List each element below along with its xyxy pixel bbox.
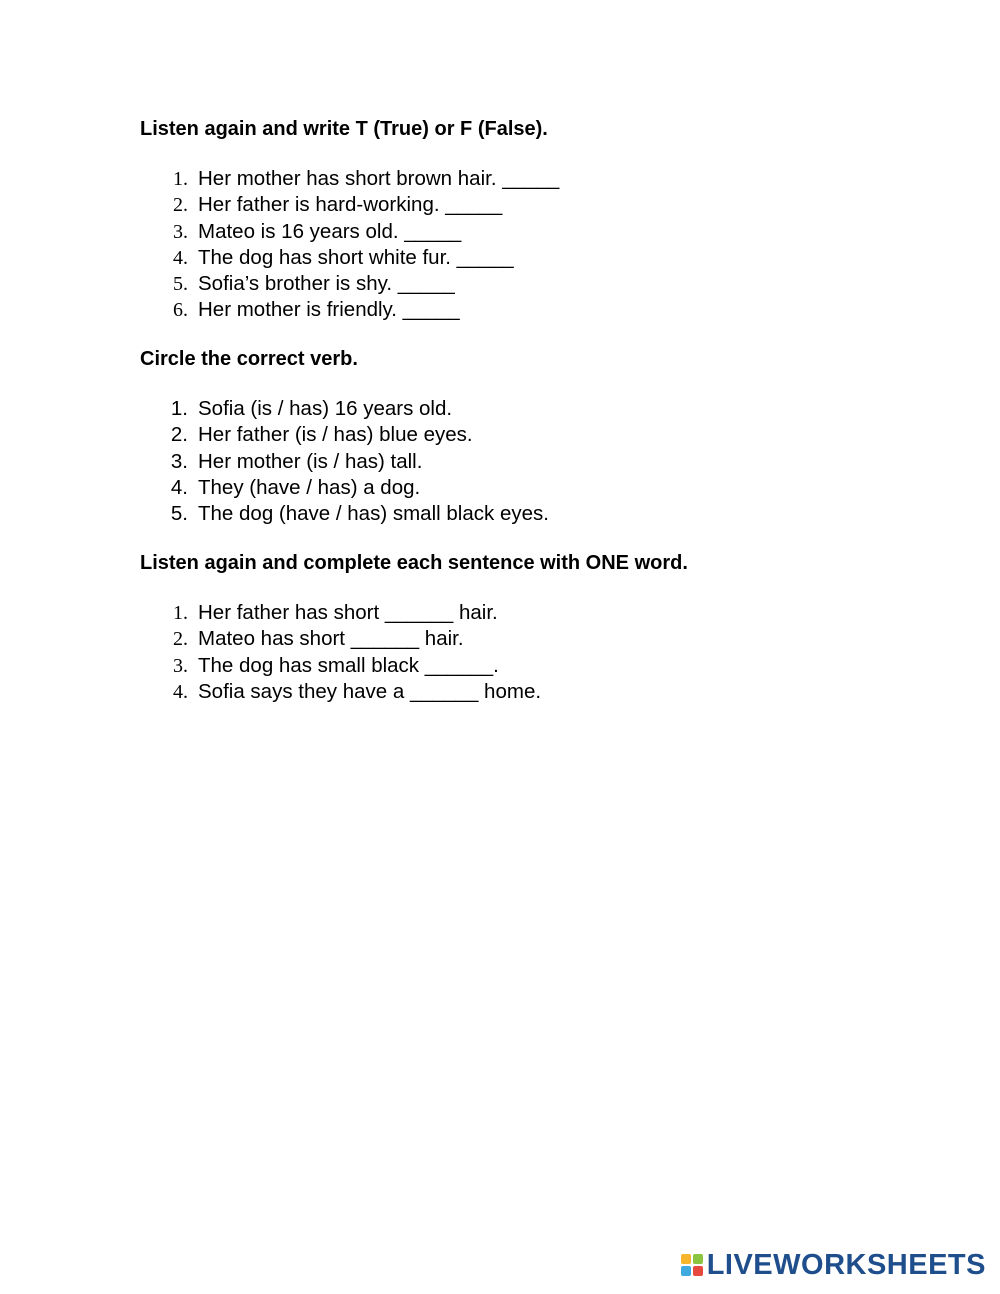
list-item <box>140 653 920 679</box>
item-number: 4. <box>173 680 188 703</box>
item-number: 4. <box>173 246 188 269</box>
section-heading: Listen again and write T (True) or F (False). <box>140 118 548 140</box>
list-item <box>140 245 920 271</box>
circle-verb-section <box>140 346 920 526</box>
item-text: The dog (have / has) small black eyes. <box>198 502 549 526</box>
list-item <box>140 501 920 527</box>
item-text: The dog has short white fur. _____ <box>198 245 514 269</box>
list-item <box>140 475 920 501</box>
logo-mark-cell <box>681 1266 691 1276</box>
item-text: Her mother (is / has) tall. <box>198 449 423 473</box>
item-text: Her mother is friendly. _____ <box>198 298 460 322</box>
list-item <box>140 449 920 475</box>
item-text: Her mother has short brown hair. _____ <box>198 167 560 190</box>
list-item <box>140 396 920 422</box>
list-item <box>140 166 920 192</box>
list-item <box>140 192 920 218</box>
list-item <box>140 422 920 448</box>
logo-mark-cell <box>693 1254 703 1264</box>
item-number: 1. <box>173 168 188 190</box>
item-number: 3. <box>173 220 188 243</box>
logo-mark-icon <box>681 1254 703 1276</box>
item-number: 2. <box>173 194 188 217</box>
item-number: 6. <box>173 299 188 322</box>
list-item <box>140 271 920 297</box>
list-item <box>140 600 920 626</box>
item-text: Sofia’s brother is shy. _____ <box>198 272 455 296</box>
section-heading: Listen again and complete each sentence with ONE word. <box>140 552 688 574</box>
item-number: 4. <box>170 475 188 499</box>
list-item <box>140 297 920 323</box>
list-item <box>140 626 920 652</box>
question-list <box>140 396 920 527</box>
list-item <box>140 679 920 705</box>
true-false-section <box>140 116 920 322</box>
item-number: 3. <box>173 654 188 677</box>
item-number: 5. <box>170 502 188 526</box>
liveworksheets-logo <box>681 1250 986 1280</box>
item-text: Her father is hard-working. _____ <box>198 193 503 217</box>
complete-sentence-section <box>140 550 920 703</box>
item-number: 5. <box>173 273 188 296</box>
item-number: 1. <box>173 602 188 624</box>
section-heading: Circle the correct verb. <box>140 348 358 370</box>
item-text: They (have / has) a dog. <box>198 475 421 499</box>
item-text: Sofia (is / has) 16 years old. <box>198 397 453 420</box>
item-text: The dog has small black ______. <box>198 653 499 677</box>
logo-mark-cell <box>681 1254 691 1264</box>
item-text: Sofia says they have a ______ home. <box>198 679 542 703</box>
list-item <box>140 219 920 245</box>
question-list <box>140 166 920 324</box>
item-text: Her father (is / has) blue eyes. <box>198 423 473 447</box>
item-text: Mateo has short ______ hair. <box>198 627 464 651</box>
item-number: 2. <box>170 423 188 447</box>
question-list <box>140 600 920 705</box>
item-number: 1. <box>170 397 188 420</box>
logo-text: LIVEWORKSHEETS <box>706 1249 986 1281</box>
logo-mark-cell <box>693 1266 703 1276</box>
item-number: 2. <box>173 628 188 651</box>
item-number: 3. <box>170 449 188 473</box>
item-text: Mateo is 16 years old. _____ <box>198 219 462 243</box>
item-text: Her father has short ______ hair. <box>198 601 498 624</box>
